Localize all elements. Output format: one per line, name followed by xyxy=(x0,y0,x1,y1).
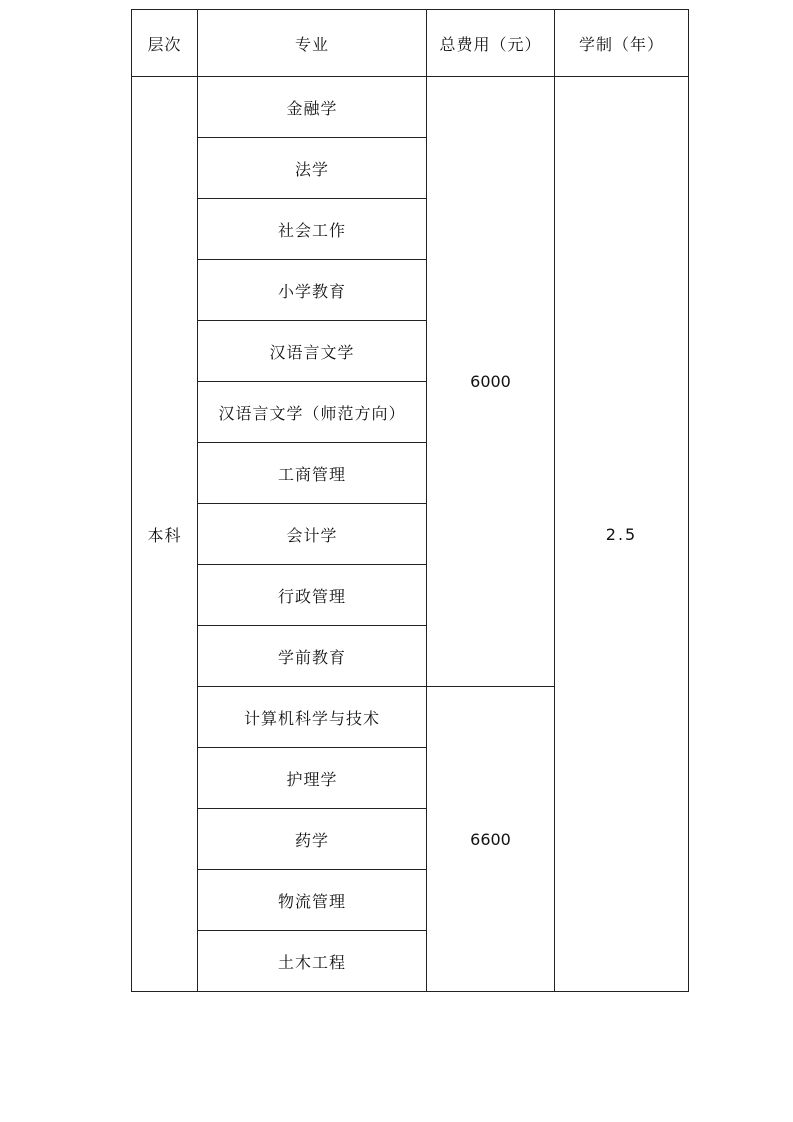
major-cell: 法学 xyxy=(198,138,427,199)
header-duration: 学制（年） xyxy=(555,10,689,77)
duration-cell: 2.5 xyxy=(555,77,689,992)
major-cell: 会计学 xyxy=(198,504,427,565)
major-cell: 小学教育 xyxy=(198,260,427,321)
major-cell: 药学 xyxy=(198,809,427,870)
major-cell: 物流管理 xyxy=(198,870,427,931)
major-cell: 汉语言文学 xyxy=(198,321,427,382)
major-cell: 计算机科学与技术 xyxy=(198,687,427,748)
fee-cell-group-1: 6000 xyxy=(427,77,555,687)
major-cell: 金融学 xyxy=(198,77,427,138)
level-cell: 本科 xyxy=(132,77,198,992)
fee-table xyxy=(131,9,689,992)
major-cell: 工商管理 xyxy=(198,443,427,504)
major-cell: 汉语言文学（师范方向） xyxy=(198,382,427,443)
header-row xyxy=(132,10,689,77)
major-cell: 护理学 xyxy=(198,748,427,809)
major-cell: 学前教育 xyxy=(198,626,427,687)
major-cell: 行政管理 xyxy=(198,565,427,626)
major-cell: 社会工作 xyxy=(198,199,427,260)
header-fee: 总费用（元） xyxy=(427,10,555,77)
header-major: 专业 xyxy=(198,10,427,77)
header-level: 层次 xyxy=(132,10,198,77)
table-row xyxy=(132,77,689,138)
major-cell: 土木工程 xyxy=(198,931,427,992)
fee-cell-group-2: 6600 xyxy=(427,687,555,992)
